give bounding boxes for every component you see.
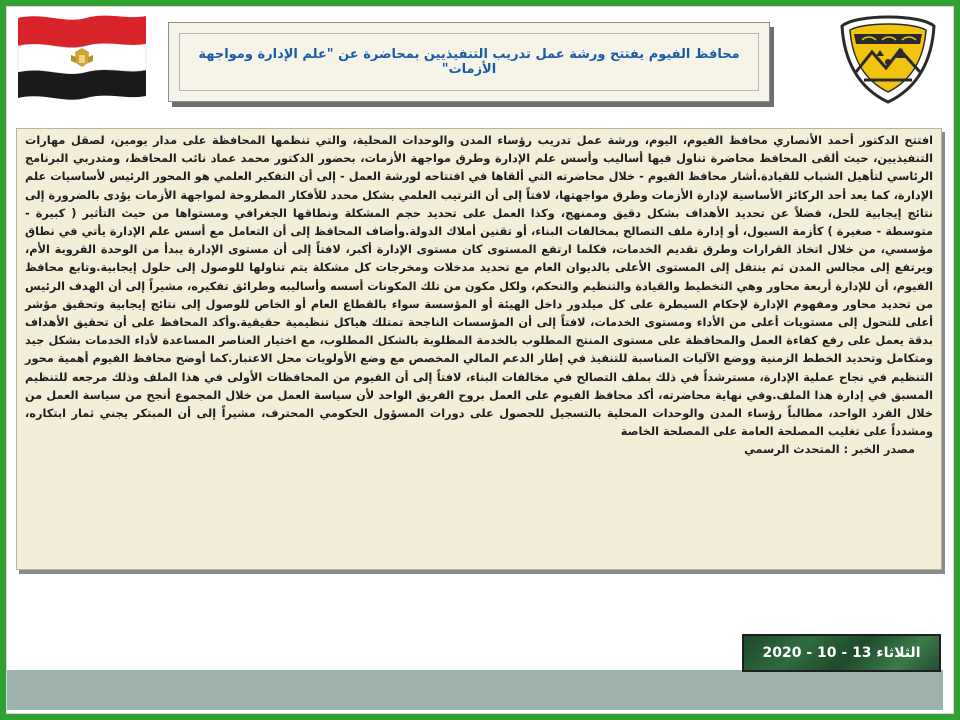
egypt-flag-icon bbox=[14, 10, 150, 102]
footer-band bbox=[7, 670, 943, 710]
headline-text: محافظ الفيوم يفتتح ورشة عمل تدريب التنفيذيين بمحاضرة عن "علم الإدارة ومواجهة الأزمات" bbox=[198, 47, 740, 77]
article-body: افتتح الدكتور أحمد الأنصاري محافظ الفيوم، اليوم، ورشة عمل تدريب رؤساء المدن والوحدات المحلية، والتي تنظمها المحافظة على مدار يومين، لصقل مهارات التنفيذيين، حيث ألقى المحافظ محاضرة تناول فيها أساليب وأسس علم الإدارة وطرق مواجهة الأزمات، بحضور الدكتور محمد عماد نائب المحافظ، ومتدربي البرنامج الرئاسي لتأهيل الشباب للقيادة.أشار محافظ الفيوم - خلال محاضرته التي ألقاها في افتتاحه لورشة العمل - إلى أن التفكير العلمي هو المحور الرئيس لأساسيات علم الإدارة، كما يعد أحد الركائز الأساسية لإدارة الأزمات وطرق مواجهتها، لافتاً إلى أن الترتيب العلمي بشكل محدد للأفكار المطروحة لمواجهة الأزمات يؤدى بالضرورة إلى نتائج إيجابية للحل، فضلاً عن تحديد الأهداف بشكل دقيق وممنهج، وكذا العمل على تحديد حجم المشكلة ونطاقها الجغرافي ومستواها من حيث التأثير ( كبيرة - متوسطة - صغيرة ) كأزمة السيول، أو إدارة ملف التصالح بمخالفات البناء، أو تقنين أملاك الدولة.وأضاف المحافظ إلى أن التعامل مع أسس علم الإدارة يأتي في نطاق مؤسسي، من خلال اتخاذ القرارات وطرق تقديم الخدمات، فكلما ارتفع المستوى كان مستوى الإدارة أكبر، لافتاً إلى أن مستوى الإدارة يبدأ من الوحدة القروية الأم، ويرتفع إلى مجالس المدن ثم ينتقل إلى المستوى الأعلى بالديوان العام مع تحديد مدخلات ومخرجات كل مشكلة يتم تناولها للوصول إلى حلول إيجابية.وتابع محافظ الفيوم، أن للإدارة أربعة محاور وهي التخطيط والقيادة والتنظيم والتحكم، ولكل مكون من تلك المكونات أسسه وأساليبه وطرائق تفكيره، مشيراً إلى أن الهدف الرئيس من تحديد محاور ومفهوم الإدارة لإحكام السيطرة على كل ميلدور داخل الهيئة أو المؤسسة سواء بالقطاع العام أو الخاص للوصول إلى نتائج إيجابية وتحقيق مؤشر أعلى للتحول إلى مستويات أعلى من الأداء ومستوى الخدمات، لافتاً إلى أن المؤسسات الناجحة تمتلك هياكل تنظيمية حقيقية.وأكد المحافظ على أن تحقيق الأهداف بدقة يعمل على رفع كفاءة العمل والمحافظة على مستوى المنتج المطلوب بالخدمة المطلوبة بالشكل المطلوب، مع اختيار العناصر المساعدة لأداء الخدمات بشكل جيد ومتكامل وتحديد الخطط الزمنية ووضع الآليات المناسبة للتنفيذ في إطار الدعم المالي المخصص مع وضع الأولويات محل الاعتبار.كما أوضح محافظ الفيوم أهمية محور التنظيم في نجاح عملية الإدارة، مسترشداً في ذلك بملف التصالح في مخالفات البناء، لافتاً إلى أن الفيوم من المحافظات الأولى في هذا الملف وذلك مرجعه للتنظيم المسبق في إدارة هذا الملف.وفي نهاية محاضرته، أكد محافظ الفيوم على العمل بروح الفريق الواحد لأن سياسة العمل من خلال المجموع أنجح من سياسة العمل من خلال الفرد الواحد، مطالباً رؤساء المدن والوحدات المحلية بالتسجيل للحصول على دورات المسؤول الحكومي المحترف، مشيراً إلى أن المبتكر يجني ثمار ابتكاره، ومشدداً على تغليب المصلحة العامة على المصلحة الخاصة bbox=[25, 134, 933, 439]
fayoum-governorate-emblem-icon bbox=[836, 10, 940, 106]
article-source: مصدر الخبر : المتحدث الرسمي bbox=[744, 443, 915, 457]
article-panel bbox=[16, 128, 942, 570]
date-badge bbox=[742, 634, 941, 672]
headline-box bbox=[168, 22, 770, 102]
headline-inner-border bbox=[179, 33, 759, 91]
date-text: الثلاثاء 13 - 10 - 2020 bbox=[762, 645, 921, 661]
